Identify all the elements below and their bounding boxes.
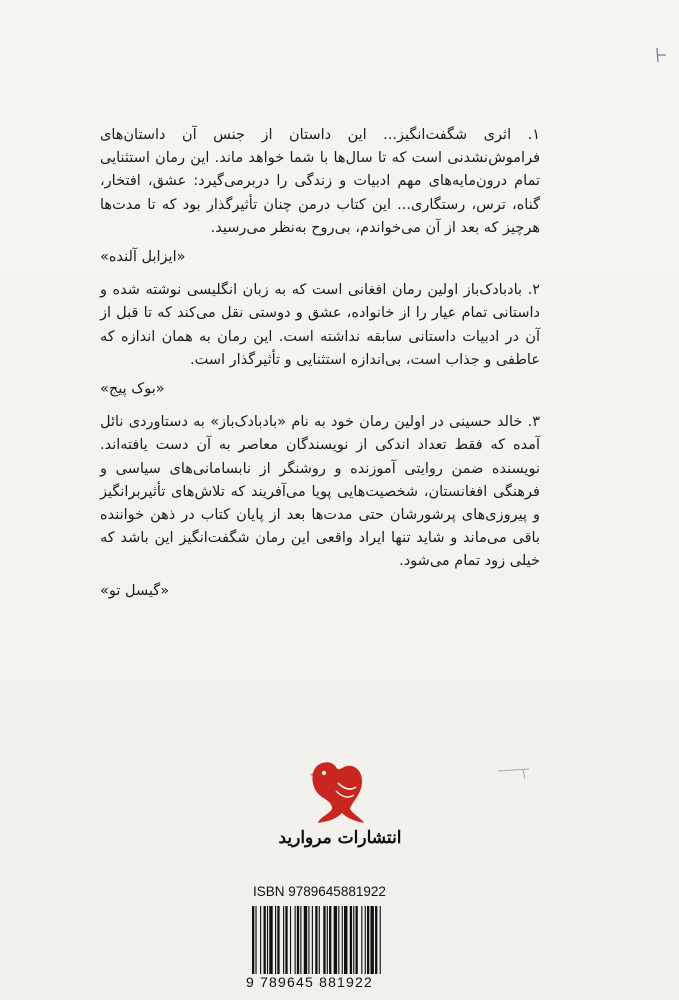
barcode-bar: [361, 906, 362, 974]
pencil-scribble-icon: [495, 765, 535, 785]
barcode-bar: [267, 906, 268, 974]
barcode-bar: [380, 906, 381, 974]
barcode-bar: [255, 906, 256, 974]
barcode-bar: [252, 906, 254, 974]
barcode-bar: [323, 906, 325, 974]
corner-pen-mark-icon: [654, 46, 670, 64]
barcode-bar: [269, 906, 272, 974]
review-source: «گیسل تو»: [100, 582, 170, 599]
barcode-bar: [342, 906, 343, 974]
barcode-bar: [327, 906, 328, 974]
review-text: ۳. خالد حسینی در اولین رمان خود به نام «بادبادک‌باز» به دستاوردی نائل آمده که فقط تعداد اندکی از نویسندگان معاصر به آن دست یافته‌اند. نویسنده ضمن روایتی آموزنده و روشنگر از نابسامانی‌های سیاسی و فرهنگی افغانستان، شخصیت‌هایی پویا می‌آفریند که تلاش‌های تأثیربرانگیز و پیروزی‌های پرشورشان حتی مدت‌ها بعد از پایان کتاب در ذهن خواننده باقی می‌ماند و شاید تنها ایراد واقعی این رمان شگفت‌انگیز این باشد که خیلی زود تمام می‌شود.: [100, 414, 540, 570]
barcode-bar: [312, 906, 313, 974]
isbn-label: ISBN 9789645881922: [253, 884, 386, 899]
review-text: ۱. اثری شگفت‌انگیز... این داستان از جنس آن داستان‌های فراموش‌نشدنی است که تا سال‌ها با شما خواهد ماند. این رمان استثنایی تمام درون‌مایه‌های مهم ادبیات و زندگی را دربرمی‌گیرد: عشق، افتخار، گناه، ترس، رستگاری... این کتاب درمن چنان تأثیرگذار بود که تا مدت‌ها هرچیز که بعد از آن می‌خواندم، بی‌روح به‌نظر می‌رسید.: [100, 127, 540, 236]
barcode-bar: [304, 906, 307, 974]
barcode-bar: [300, 906, 301, 974]
barcode-bar: [370, 906, 373, 974]
barcode-bar: [308, 906, 309, 974]
barcode-bar: [290, 906, 291, 974]
review-source: «بوک پیج»: [100, 381, 165, 398]
barcode-bar: [334, 906, 337, 974]
barcode-bar: [283, 906, 284, 974]
barcode-bar: [277, 906, 279, 974]
barcode-bar: [344, 906, 347, 974]
barcode-bar: [350, 906, 352, 974]
barcode-bar: [338, 906, 339, 974]
review-source: «ایزابل آلنده»: [100, 249, 186, 266]
barcode-bar: [275, 906, 276, 974]
barcode-bar: [285, 906, 287, 974]
barcode-bar: [260, 906, 261, 974]
barcode-bar: [367, 906, 369, 974]
barcode-bar: [264, 906, 266, 974]
barcode-bar: [375, 906, 377, 974]
review-text: ۲. بادبادک‌باز اولین رمان افغانی است که به زبان انگلیسی نوشته شده و داستانی تمام عیار را از خانواده، عشق و دوستی نقل می‌کند که تا قبل از آن در ادبیات داستانی سابقه نداشته است. این رمان به همان اندازه که عاطفی و جذاب است، بی‌اندازه استثنایی و تأثیرگذار است.: [100, 282, 540, 368]
barcode-bar: [329, 906, 331, 974]
barcode-bar: [297, 906, 299, 974]
barcode-bar: [353, 906, 354, 974]
barcode-bar: [295, 906, 296, 974]
barcode-digits: 9 789645 881922: [246, 974, 373, 990]
barcode-bar: [356, 906, 358, 974]
isbn-barcode: [250, 906, 440, 974]
barcode-bar: [319, 906, 320, 974]
barcode-bar: [365, 906, 366, 974]
barcode-bar: [315, 906, 317, 974]
reviews-section: [100, 124, 540, 613]
publisher-name: انتشارات مروارید: [278, 828, 402, 848]
